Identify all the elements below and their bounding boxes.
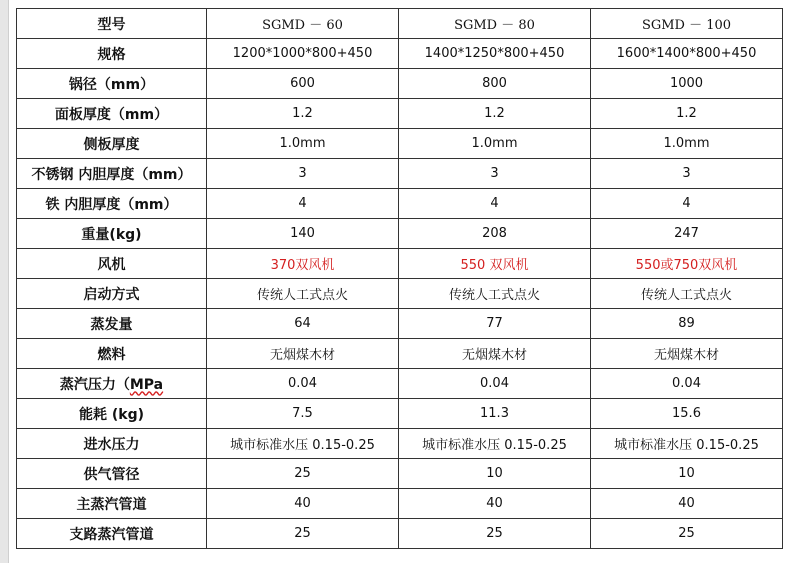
row-label: 供气管径 xyxy=(17,459,207,489)
row-label: 锅径（mm） xyxy=(17,69,207,99)
row-steam-pressure xyxy=(17,369,783,399)
cell: 传统人工式点火 xyxy=(399,279,591,309)
row-label-unit: MPa xyxy=(129,376,164,393)
row-label: 主蒸汽管道 xyxy=(17,489,207,519)
cell: 11.3 xyxy=(399,399,591,429)
cell: 1.0mm xyxy=(399,129,591,159)
cell: 800 xyxy=(399,69,591,99)
header-model-sgmd-100: SGMD － 100 xyxy=(591,9,783,39)
cell: 25 xyxy=(591,519,783,549)
cell: 4 xyxy=(207,189,399,219)
header-model-label: 型号 xyxy=(17,9,207,39)
row-energy-consumption xyxy=(17,399,783,429)
row-label: 规格 xyxy=(17,39,207,69)
cell: 1200*1000*800+450 xyxy=(207,39,399,69)
cell: 1.2 xyxy=(591,99,783,129)
row-label xyxy=(17,369,207,399)
cell: 40 xyxy=(399,489,591,519)
row-fan xyxy=(17,249,783,279)
row-evaporation xyxy=(17,309,783,339)
cell: 传统人工式点火 xyxy=(207,279,399,309)
header-model-sgmd-80: SGMD － 80 xyxy=(399,9,591,39)
row-inlet-water-pressure xyxy=(17,429,783,459)
row-label: 重量(kg) xyxy=(17,219,207,249)
cell: 40 xyxy=(207,489,399,519)
row-gas-pipe-diameter xyxy=(17,459,783,489)
header-model-sgmd-60: SGMD － 60 xyxy=(207,9,399,39)
cell: 1000 xyxy=(591,69,783,99)
cell: 208 xyxy=(399,219,591,249)
cell: 3 xyxy=(207,159,399,189)
cell: 140 xyxy=(207,219,399,249)
cell: 城市标准水压 0.15-0.25 xyxy=(591,429,783,459)
row-label: 面板厚度（mm） xyxy=(17,99,207,129)
cell: 600 xyxy=(207,69,399,99)
row-pot-diameter xyxy=(17,69,783,99)
cell: 传统人工式点火 xyxy=(591,279,783,309)
cell: 25 xyxy=(399,519,591,549)
row-label: 风机 xyxy=(17,249,207,279)
row-fuel xyxy=(17,339,783,369)
cell: 25 xyxy=(207,459,399,489)
cell: 无烟煤木材 xyxy=(591,339,783,369)
cell-highlight: 550 双风机 xyxy=(399,249,591,279)
cell: 10 xyxy=(591,459,783,489)
row-label: 支路蒸汽管道 xyxy=(17,519,207,549)
cell: 无烟煤木材 xyxy=(399,339,591,369)
cell: 1.2 xyxy=(207,99,399,129)
row-stainless-liner-thickness xyxy=(17,159,783,189)
row-weight xyxy=(17,219,783,249)
cell: 40 xyxy=(591,489,783,519)
row-label: 启动方式 xyxy=(17,279,207,309)
cell: 25 xyxy=(207,519,399,549)
window-left-edge xyxy=(0,0,9,563)
row-label: 铁 内胆厚度（mm） xyxy=(17,189,207,219)
cell: 0.04 xyxy=(399,369,591,399)
row-panel-thickness xyxy=(17,99,783,129)
cell: 247 xyxy=(591,219,783,249)
cell: 无烟煤木材 xyxy=(207,339,399,369)
row-iron-liner-thickness xyxy=(17,189,783,219)
cell: 4 xyxy=(399,189,591,219)
cell: 0.04 xyxy=(591,369,783,399)
row-label: 蒸发量 xyxy=(17,309,207,339)
cell: 1400*1250*800+450 xyxy=(399,39,591,69)
row-label: 能耗 (kg) xyxy=(17,399,207,429)
cell: 城市标准水压 0.15-0.25 xyxy=(399,429,591,459)
cell: 4 xyxy=(591,189,783,219)
cell: 1600*1400*800+450 xyxy=(591,39,783,69)
row-label: 不锈钢 内胆厚度（mm） xyxy=(17,159,207,189)
cell-highlight: 370双风机 xyxy=(207,249,399,279)
cell: 7.5 xyxy=(207,399,399,429)
cell-highlight: 550或750双风机 xyxy=(591,249,783,279)
cell: 城市标准水压 0.15-0.25 xyxy=(207,429,399,459)
header-row xyxy=(17,9,783,39)
row-branch-steam-pipe xyxy=(17,519,783,549)
cell: 3 xyxy=(399,159,591,189)
row-label-prefix: 蒸汽压力（ xyxy=(59,376,130,393)
cell: 3 xyxy=(591,159,783,189)
cell: 0.04 xyxy=(207,369,399,399)
cell: 89 xyxy=(591,309,783,339)
row-label: 进水压力 xyxy=(17,429,207,459)
cell: 15.6 xyxy=(591,399,783,429)
cell: 1.0mm xyxy=(591,129,783,159)
row-side-panel-thickness xyxy=(17,129,783,159)
row-label: 燃料 xyxy=(17,339,207,369)
row-main-steam-pipe xyxy=(17,489,783,519)
spec-table xyxy=(16,8,783,549)
row-spec xyxy=(17,39,783,69)
cell: 77 xyxy=(399,309,591,339)
row-label: 侧板厚度 xyxy=(17,129,207,159)
row-ignition-method xyxy=(17,279,783,309)
cell: 64 xyxy=(207,309,399,339)
cell: 1.0mm xyxy=(207,129,399,159)
cell: 1.2 xyxy=(399,99,591,129)
cell: 10 xyxy=(399,459,591,489)
